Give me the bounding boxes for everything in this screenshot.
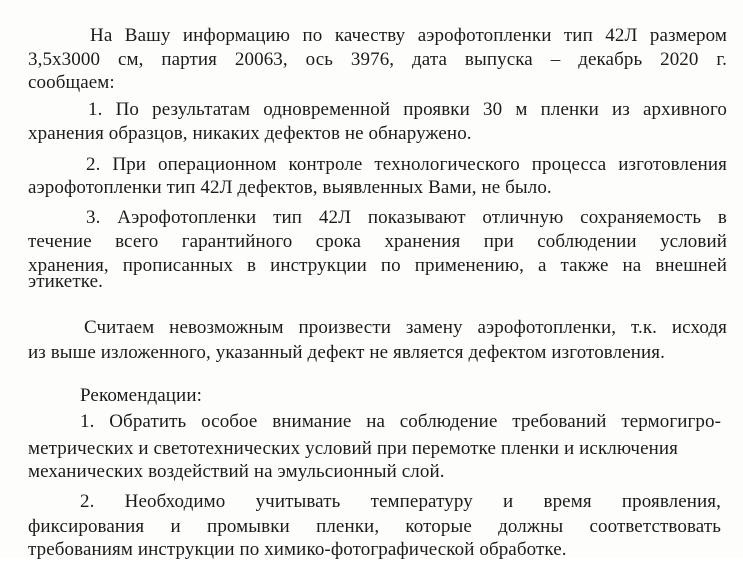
- rec1-line-1: 1. Обратить особое внимание на соблюдение требований термогигро-: [80, 411, 721, 432]
- point3-line-3: хранения, прописанных в инструкции по применению, а также на внешней: [28, 255, 727, 276]
- intro-line-2: 3,5х3000 см, партия 20063, ось 3976, дата выпуска – декабрь 2020 г.: [28, 49, 727, 70]
- point2-line-1: 2. При операционном контроле технологического процесса изготовления: [86, 154, 727, 175]
- point3-line-1: 3. Аэрофотопленки тип 42Л показывают отличную сохраняемость в: [86, 207, 727, 228]
- point2-line-2: аэрофотопленки тип 42Л дефектов, выявленных Вами, не было.: [28, 177, 552, 198]
- point3-line-4: этикетке.: [28, 271, 103, 292]
- rec1-line-2: метрических и светотехнических условий при перемотке пленки и исключения: [28, 438, 678, 459]
- intro-line-3: сообщаем:: [28, 72, 115, 93]
- rec1-line-3: механических воздействий на эмульсионный слой.: [28, 461, 445, 482]
- intro-line-1: На Вашу информацию по качеству аэрофотопленки тип 42Л размером: [90, 25, 727, 46]
- conclusion-line-2: из выше изложенного, указанный дефект не является дефектом изготовления.: [28, 342, 665, 363]
- conclusion-line-1: Считаем невозможным произвести замену аэрофотопленки, т.к. исходя: [84, 317, 727, 338]
- rec2-line-2: фиксирования и промывки пленки, которые должны соответствовать: [28, 516, 721, 537]
- point1-line-2: хранения образцов, никаких дефектов не обнаружено.: [28, 123, 472, 144]
- point3-line-2: течение всего гарантийного срока хранения при соблюдении условий: [28, 231, 727, 252]
- rec2-line-1: 2. Необходимо учитывать температуру и время проявления,: [80, 491, 721, 512]
- recommendations-heading: Рекомендации:: [80, 385, 202, 406]
- point1-line-1: 1. По результатам одновременной проявки 30 м пленки из архивного: [88, 99, 727, 120]
- rec2-line-3: требованиям инструкции по химико-фотографической обработке.: [28, 539, 567, 560]
